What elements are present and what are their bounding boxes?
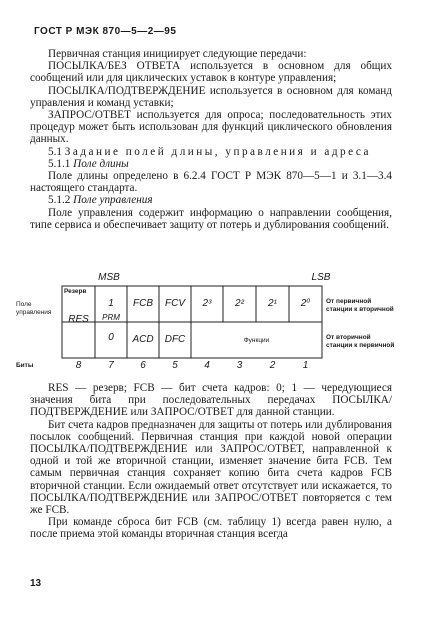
bit-number-3: 3 [236, 360, 243, 371]
field-label: Поле управления [16, 301, 52, 316]
msb-label: MSB [98, 272, 120, 283]
subsection-511-heading [30, 158, 392, 170]
lsb-label: LSB [311, 272, 331, 283]
intro-paragraph-2: ПОСЫЛКА/БЕЗ ОТВЕТА используется в основном для общих сообщений или для циклических уставок в контуре управления; [30, 60, 392, 85]
primary-direction-note: От первичной станции к вторичной [326, 298, 394, 313]
intro-block [30, 48, 392, 231]
section-number: 5.1 [48, 145, 62, 158]
control-field-diagram [0, 268, 422, 378]
secondary-direction-note: От вторичной станции к первичной [326, 334, 395, 349]
bit1-cell: 2¹ [268, 298, 277, 309]
bit-number-6: 6 [140, 360, 146, 371]
subsection-511-title: Поле длины [73, 157, 129, 170]
bit2-cell: 2² [235, 298, 244, 309]
intro-paragraph-4: ЗАПРОС/ОТВЕТ используется для опроса; последовательность этих процедур может быть использован для функций циклического обновления данных. [30, 109, 392, 146]
prm-zero-cell: 0 [108, 332, 114, 343]
page-header: ГОСТ Р МЭК 870—5—2—95 [34, 26, 177, 37]
bit-number-5: 5 [172, 360, 178, 371]
bit3-cell: 2³ [202, 298, 212, 309]
subsection-512-title: Поле управления [73, 194, 153, 207]
bit0-cell: 2⁰ [300, 298, 311, 309]
functions-label: Функции [243, 337, 270, 344]
dfc-cell: DFC [164, 334, 186, 345]
bit-number-1: 1 [302, 360, 309, 371]
body-paragraph-3: При команде сброса бит FCB (см. таблицу 1) всегда равен нулю, а после приема этой команды вторичная станция всегда [30, 516, 392, 541]
res-cell: RES [68, 314, 89, 325]
bit-number-7: 7 [108, 360, 114, 371]
bit-number-4: 4 [204, 360, 210, 371]
subsection-511-text: Поле длины определено в 6.2.4 ГОСТ Р МЭК 870—5—1 и 3.1—3.4 настоящего стандарта. [30, 170, 392, 195]
body-block [30, 382, 392, 541]
section-title: Задание полей длины, управления и адреса [64, 145, 371, 158]
prm-one-cell: 1 [108, 298, 114, 309]
subsection-512-number: 5.1.2 [48, 194, 71, 207]
bits-label: Биты [16, 362, 34, 369]
bit-number-2: 2 [269, 360, 276, 371]
reserve-label: Резерв [64, 288, 87, 295]
subsection-512-heading [30, 194, 392, 206]
section-heading [30, 146, 392, 158]
body-paragraph-1: RES — резерв; FCB — бит счета кадров: 0; 1 — чередующиеся значения бита при последовательных передачах ПОСЫЛКА/ПОДТВЕРЖДЕНИЕ или ЗАПРОС/ОТВЕТ для данной станции. [30, 382, 392, 419]
intro-paragraph-3: ПОСЫЛКА/ПОДТВЕРЖДЕНИЕ используется в основном для команд управления и команд уставки; [30, 84, 392, 109]
fcv-cell: FCV [165, 298, 185, 309]
page-number: 13 [30, 578, 42, 589]
bit-number-8: 8 [75, 360, 82, 371]
subsection-511-number: 5.1.1 [48, 157, 71, 170]
fcb-cell: FCB [133, 298, 153, 309]
subsection-512-text: Поле управления содержит информацию о направлении сообщения, типе сервиса и обеспечивает защиту от потерь и дублирования сообщений. [30, 206, 392, 231]
acd-cell: ACD [132, 334, 154, 345]
intro-paragraph-1: Первичная станция инициирует следующие передачи: [48, 48, 307, 60]
prm-cell: PRM [102, 313, 120, 322]
body-paragraph-2: Бит счета кадров предназначен для защиты от потерь или дублирования посылок сообщений. Первичная станция при каждой новой операции ПОСЫЛКА/ПОДТВЕРЖДЕНИЕ или ЗАПРОС/ОТВЕТ, направленной к одной и той же вторичной станции, изменяет значение бита FCB. Тем самым первичная станция сохраняет копию бита счета кадров FCB вторичной станции. Если ожидаемый ответ отсутствует или искажается, то ПОСЫЛКА/ПОДТВЕРЖДЕНИЕ или ЗАПРОС/ОТВЕТ повторяется с тем же FCB. [30, 418, 392, 517]
